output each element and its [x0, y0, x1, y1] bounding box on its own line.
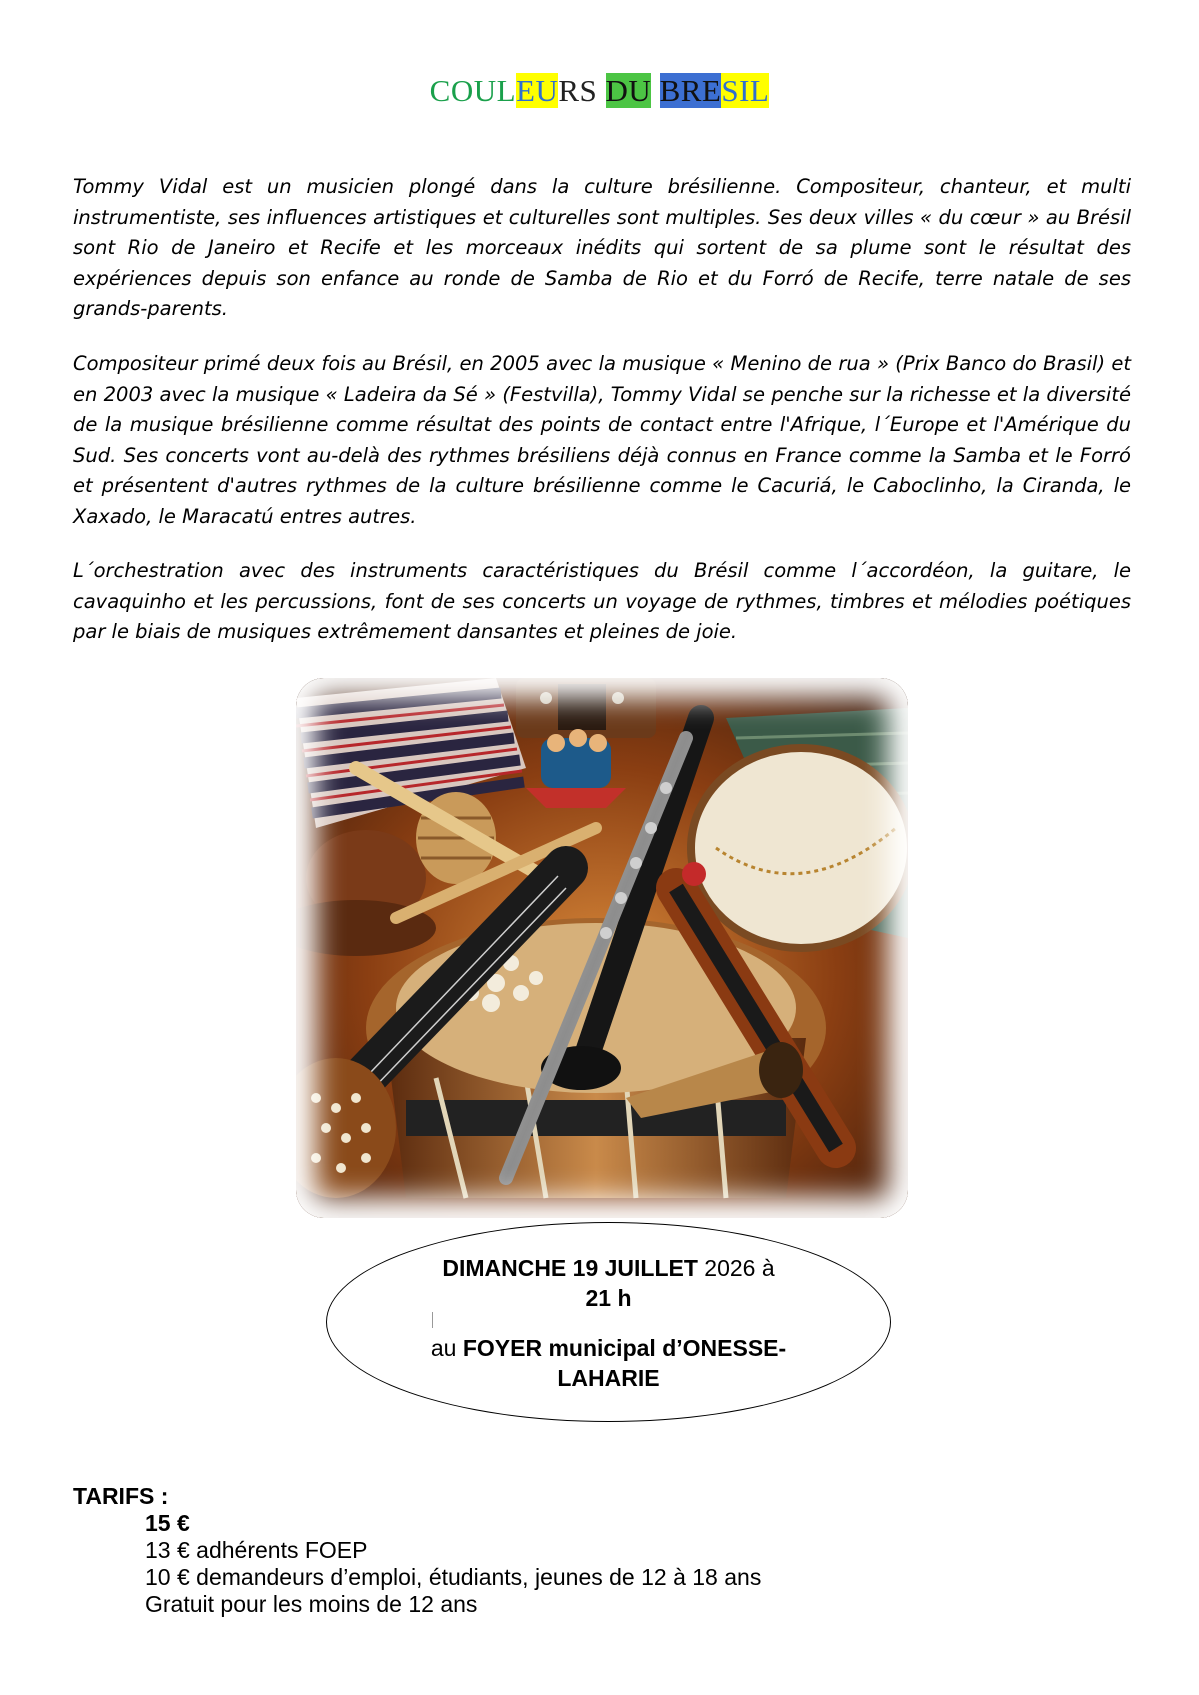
paragraph-awards: Compositeur primé deux fois au Brésil, en 2005 avec la musique « Menino de rua » (Prix Banco do Brasil) et en 2003 avec la musique « Ladeira da Sé » (Festvilla), Tommy Vidal se penche sur la richesse et la diversité de la musique brésilienne comme résultat des points de contact entre l'Afrique, l´Europe et l'Amérique du Sud. Ses concerts vont au-delà des rythmes brésiliens déjà connus en France comme la Samba et le Forró et présentent d'autres rythmes de la culture brésilienne comme le Cacuriá, le Caboclinho, la Ciranda, le Xaxado, le Maracatú entres autres.	[73, 352, 1131, 528]
cursor-mark	[432, 1312, 433, 1328]
page-title	[0, 72, 1199, 110]
instruments-photo	[296, 678, 908, 1218]
event-place	[326, 1333, 891, 1363]
tarif-item: 13 € adhérents FOEP	[145, 1537, 368, 1563]
tarif-item: 15 €	[145, 1510, 190, 1536]
event-time	[326, 1283, 891, 1313]
title-part: BRE	[659, 73, 722, 108]
event-place-name: FOYER municipal d’ONESSE-	[462, 1335, 787, 1361]
event-place-prefix: au	[430, 1335, 463, 1361]
event-date	[326, 1253, 891, 1283]
tarif-item: 10 € demandeurs d’emploi, étudiants, jeunes de 12 à 18 ans	[145, 1564, 762, 1590]
event-year: 2026 à	[697, 1255, 775, 1281]
event-place-name-2: LAHARIE	[557, 1365, 660, 1391]
tarif-item: Gratuit pour les moins de 12 ans	[145, 1591, 478, 1617]
event-place-line2	[326, 1363, 891, 1393]
paragraph-intro: Tommy Vidal est un musicien plongé dans la culture brésilienne. Compositeur, chanteur, et multi instrumentiste, ses influences artistiques et culturelles sont multiples. Ses deux villes « du cœur » au Brésil sont Rio de Janeiro et Recife et les morceaux inédits qui sortent de sa plume sont le résultat des expériences depuis son enfance au ronde de Samba de Rio et du Forró de Recife, terre natale de ses grands-parents.	[73, 175, 1131, 320]
title-space	[651, 73, 659, 108]
event-time-value: 21 h	[585, 1285, 632, 1311]
striped-fabric	[296, 678, 526, 828]
title-space	[597, 73, 605, 108]
title-part: COUL	[429, 73, 517, 108]
title-part: SIL	[721, 73, 770, 108]
title-part: EU	[516, 73, 559, 108]
title-part: DU	[605, 73, 652, 108]
paragraph-orchestration: L´orchestration avec des instruments caractéristiques du Brésil comme l´accordéon, la guitare, le cavaquinho et les percussions, font de ses concerts un voyage de rythmes, timbres et mélodies poétiques par le biais de musiques extrêmement dansantes et pleines de joie.	[73, 559, 1131, 643]
tarifs-heading: TARIFS :	[73, 1483, 169, 1509]
title-part: RS	[558, 73, 598, 108]
event-day: DIMANCHE 19 JUILLET	[442, 1255, 698, 1281]
